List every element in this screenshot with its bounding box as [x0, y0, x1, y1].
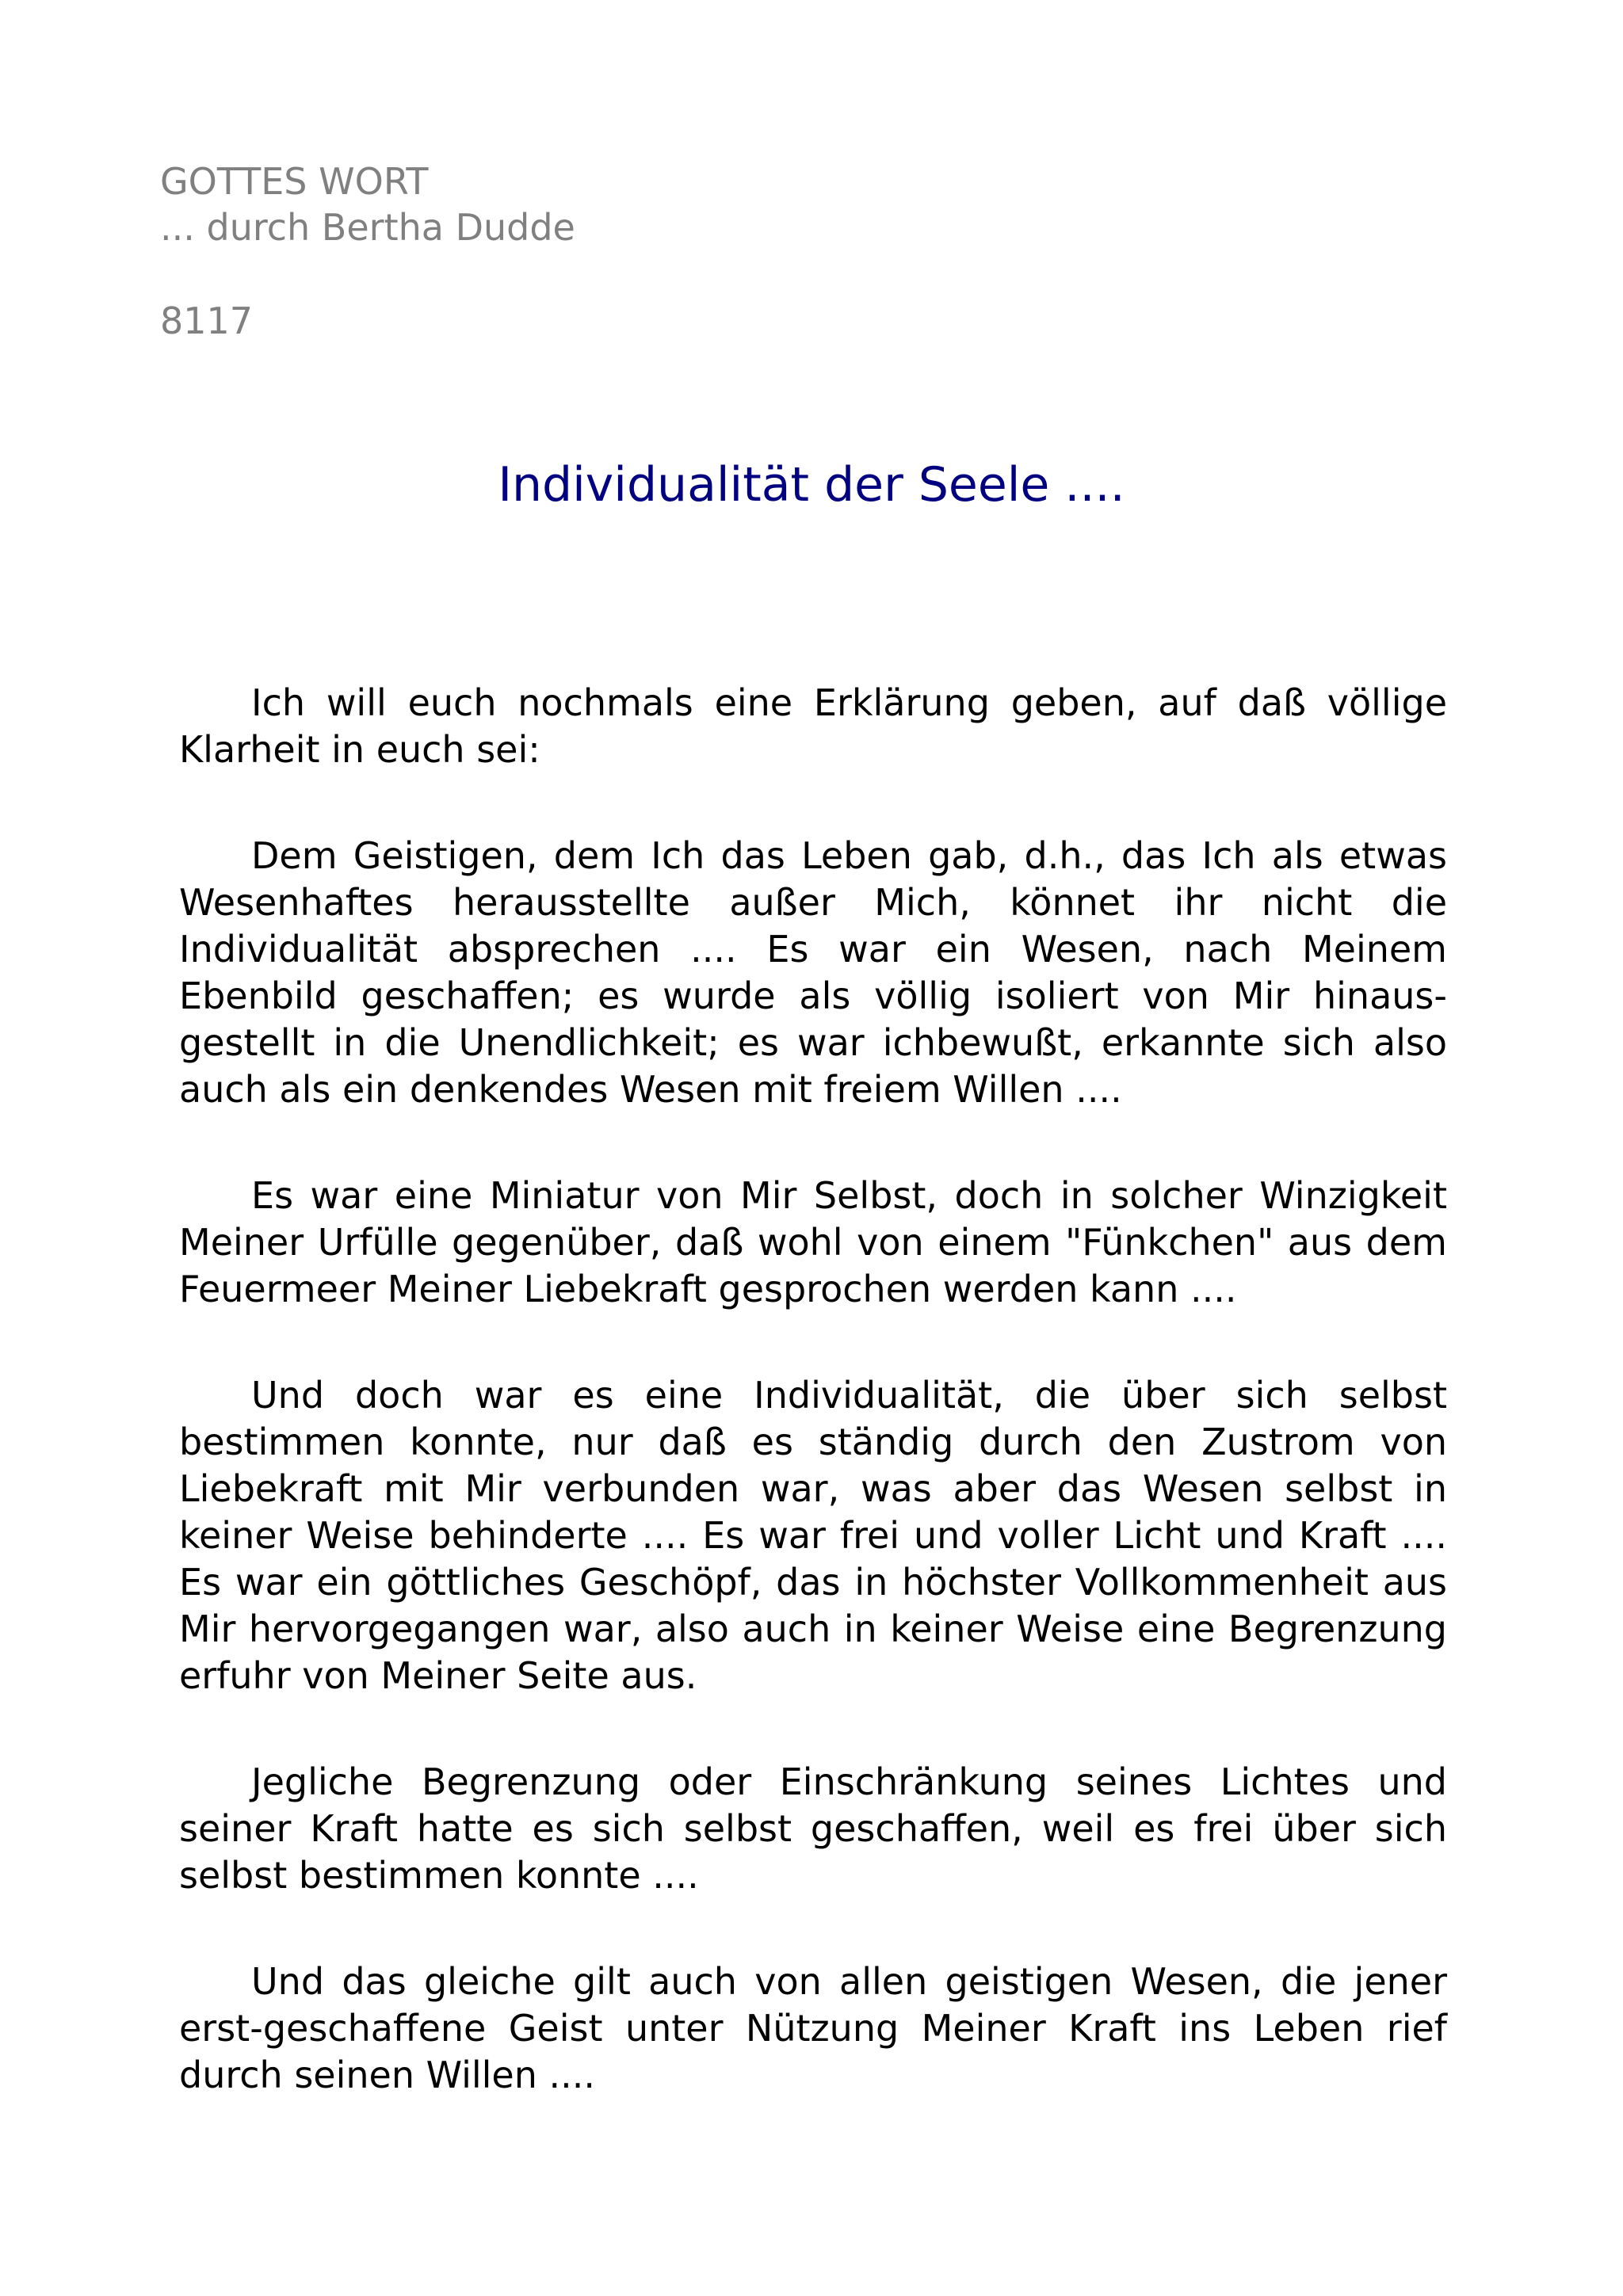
document-title: Individualität der Seele .... [498, 457, 1125, 513]
paragraph: Jegliche Begrenzung oder Einschränkung seines Lichtes und seiner Kraft hatte es sich selbst geschaffen, weil es frei über sich selbst bestimmen konnte .... [179, 1760, 1447, 1897]
paragraph: Es war eine Miniatur von Mir Selbst, doch in solcher Winzigkeit Meiner Urfülle gegenüber, daß wohl von einem "Fünkchen" aus dem Feuermeer Meiner Liebekraft gesprochen werden kann .... [179, 1174, 1447, 1310]
paragraph: Und doch war es eine Individualität, die über sich selbst bestimmen konnte, nur daß es ständig durch den Zustrom von Liebekraft mit Mir verbunden war, was aber das Wesen selbst in keiner Weise behinderte .... Es war frei und voller Licht und Kraft .... Es war ein göttliches Geschöpf, das in höchster Vollkommenheit aus Mir hervorgegangen war, also auch in keiner Weise eine Begrenzung erfuhr von Meiner Seite aus. [179, 1374, 1447, 1697]
paragraph: Und das gleiche gilt auch von allen geistigen Wesen, die jener erst-geschaffene Geist unter Nützung Meiner Kraft ins Leben rief durch seinen Willen .... [179, 1960, 1447, 2096]
paragraph: Ich will euch nochmals eine Erklärung geben, auf daß völlige Klarheit in euch sei: [179, 681, 1447, 771]
header-subtitle: ... durch Bertha Dudde [160, 206, 575, 249]
body-text [179, 680, 1447, 2158]
header [160, 158, 575, 250]
header-title: GOTTES WORT [160, 160, 429, 203]
document-number: 8117 [160, 299, 254, 342]
paragraph: Dem Geistigen, dem Ich das Leben gab, d.h., das Ich als etwas Wesenhaftes herausstellte außer Mich, könnet ihr nicht die Individualität absprechen .... Es war ein Wesen, nach Meinem Ebenbild geschaffen; es wurde als völlig isoliert von Mir hinaus-gestellt in die Unendlichkeit; es war ichbewußt, erkannte sich also auch als ein denkendes Wesen mit freiem Willen .... [179, 834, 1447, 1111]
